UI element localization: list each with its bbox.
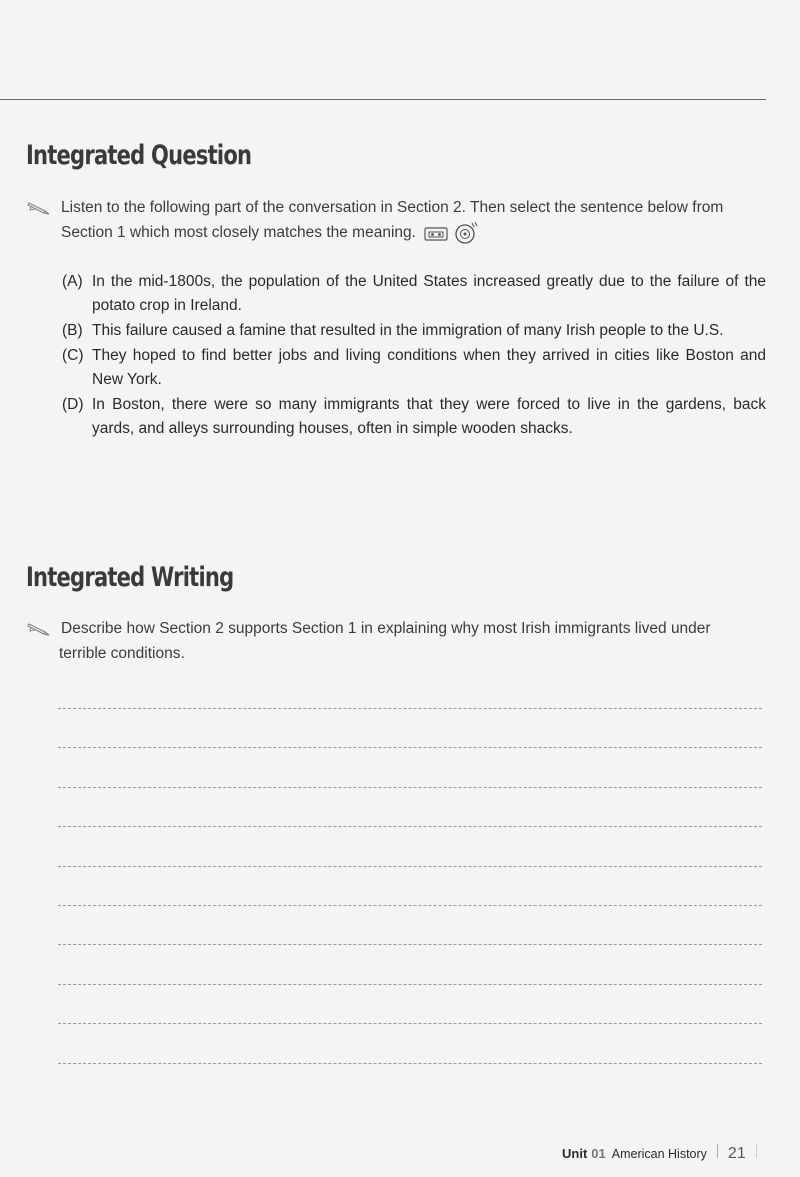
writing-instruction [27,616,767,666]
writing-line[interactable] [58,787,762,788]
option-d[interactable] [62,393,766,441]
option-text: This failure caused a famine that resulted in the immigration of many Irish people to the U.S. [92,322,724,339]
cassette-icon[interactable] [424,224,452,241]
option-text: In the mid-1800s, the population of the United States increased greatly due to the failure of the potato crop in Ireland. [92,273,766,314]
writing-line[interactable] [58,866,762,867]
page-footer [562,1144,757,1163]
footer-unit-label: Unit [562,1146,588,1161]
option-text: In Boston, there were so many immigrants that they were forced to live in the gardens, back yards, and alleys surrounding houses, often in simple wooden shacks. [92,396,766,437]
writing-instruction-line2: terrible conditions. [59,645,185,662]
answer-options [62,270,766,442]
option-a[interactable] [62,270,766,318]
writing-line[interactable] [58,747,762,748]
option-letter: (C) [62,347,84,364]
option-text: They hoped to find better jobs and living conditions when they arrived in cities like Boston and New York. [92,347,766,388]
footer-unit-title: American History [611,1147,707,1161]
writing-line[interactable] [58,984,762,985]
option-letter: (B) [62,322,83,339]
writing-instruction-line1: Describe how Section 2 supports Section 1 in explaining why most Irish immigrants lived under [61,620,711,637]
footer-unit-number: 01 [591,1146,606,1161]
pencil-icon [27,621,53,637]
integrated-writing-heading: Integrated Writing [26,562,234,593]
integrated-question-heading: Integrated Question [26,140,252,171]
writing-answer-area[interactable] [58,708,762,1102]
question-instruction-line2: Section 1 which most closely matches the meaning. [61,224,416,241]
cd-icon[interactable] [453,224,479,241]
option-letter: (A) [62,273,83,290]
footer-separator [756,1144,757,1158]
writing-line[interactable] [58,708,762,709]
writing-line[interactable] [58,944,762,945]
question-instruction-line1: Listen to the following part of the conversation in Section 2. Then select the sentence below from [61,199,724,216]
option-b[interactable] [62,319,766,343]
pencil-icon [27,200,53,216]
writing-line[interactable] [58,905,762,906]
option-c[interactable] [62,344,766,392]
writing-line[interactable] [58,826,762,827]
top-divider [0,99,766,100]
option-letter: (D) [62,396,84,413]
writing-line[interactable] [58,1023,762,1024]
question-instruction [27,195,767,245]
page-number: 21 [727,1145,746,1162]
footer-separator [717,1144,718,1158]
writing-line[interactable] [58,1063,762,1064]
